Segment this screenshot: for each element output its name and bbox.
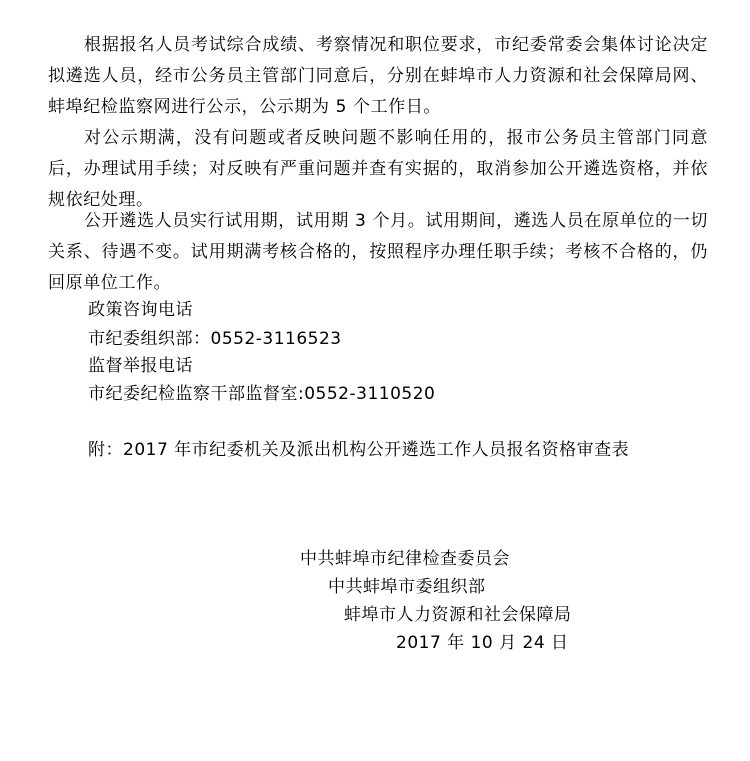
paragraph-probation: 公开遴选人员实行试用期，试用期 3 个月。试用期间，遴选人员在原单位的一切关系、待遇不变。试用期满考核合格的，按照程序办理任职手续；考核不合格的，仍回原单位工作。 xyxy=(48,211,708,293)
paragraph-publicity: 根据报名人员考试综合成绩、考察情况和职位要求，市纪委常委会集体讨论决定拟遴选人员，经市公务员主管部门同意后，分别在蚌埠市人力资源和社会保障局网、蚌埠纪检监察网进行公示，公示期为 5 个工作日。 xyxy=(48,35,708,117)
policy-consult-phone: 市纪委组织部：0552-3116523 xyxy=(88,329,342,349)
attachment-note: 附：2017 年市纪委机关及派出机构公开遴选工作人员报名资格审查表 xyxy=(88,440,630,460)
signature-hr-bureau: 蚌埠市人力资源和社会保障局 xyxy=(344,605,572,625)
paragraph-trial-procedure: 对公示期满，没有问题或者反映问题不影响任用的，报市公务员主管部门同意后，办理试用手续；对反映有严重问题并查有实据的，取消参加公开遴选资格，并依规依纪处理。 xyxy=(48,128,708,210)
signature-discipline-commission: 中共蚌埠市纪律检查委员会 xyxy=(300,549,510,569)
signature-date: 2017 年 10 月 24 日 xyxy=(396,633,569,653)
policy-consult-heading: 政策咨询电话 xyxy=(88,300,193,320)
signature-organization-dept: 中共蚌埠市委组织部 xyxy=(328,577,486,597)
supervision-heading: 监督举报电话 xyxy=(88,356,193,376)
supervision-phone: 市纪委纪检监察干部监督室:0552-3110520 xyxy=(88,384,436,404)
